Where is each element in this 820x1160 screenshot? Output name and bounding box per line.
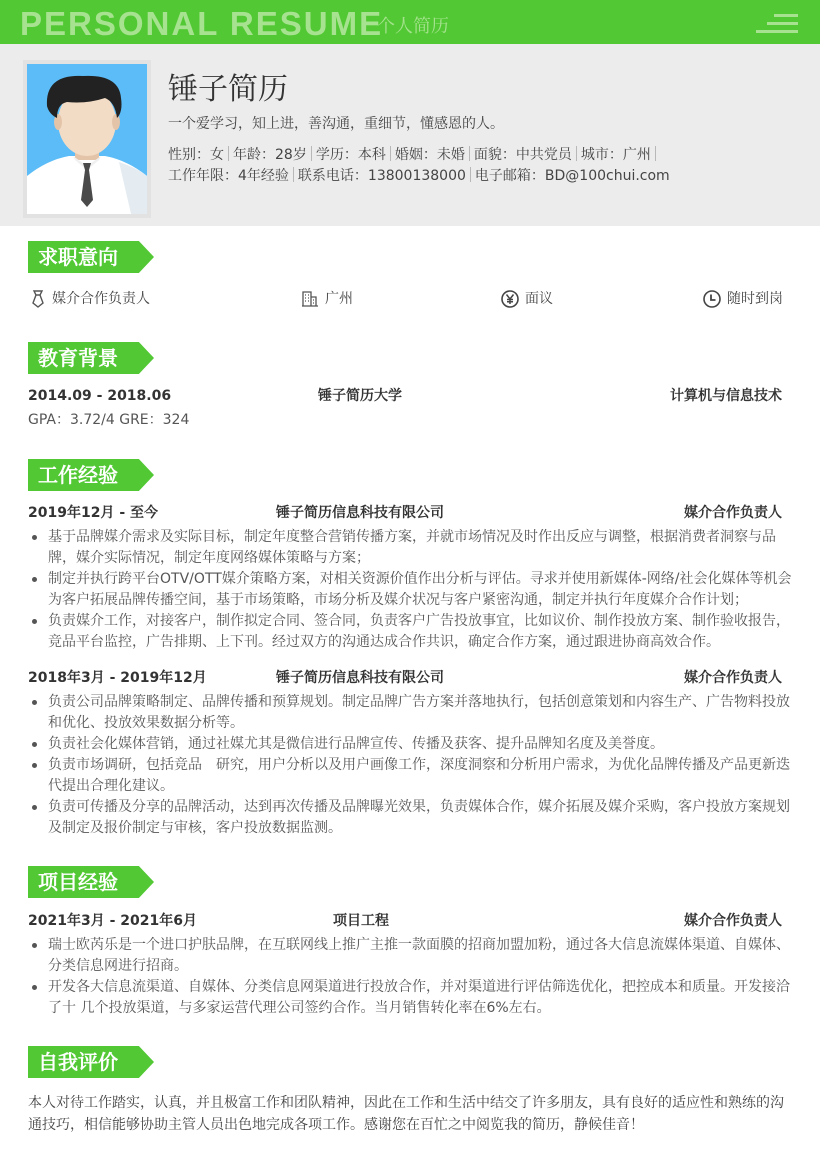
education-period: 2014.09 - 2018.06	[28, 388, 172, 404]
intent-position-label: 媒介合作负责人	[52, 291, 150, 307]
info-education: 学历：本科	[315, 147, 386, 163]
section-title-intent: 求职意向	[28, 241, 154, 273]
divider	[470, 167, 471, 182]
education-school: 锤子简历大学	[318, 388, 402, 404]
info-political: 面貌：中共党员	[473, 147, 572, 163]
intent-city	[301, 289, 353, 309]
section-title-project: 项目经验	[28, 866, 154, 898]
section-title-education: 教育背景	[28, 342, 154, 374]
info-marriage: 婚姻：未婚	[394, 147, 465, 163]
section-title-work: 工作经验	[28, 459, 154, 491]
intent-salary-label: 面议	[525, 291, 553, 307]
divider	[655, 146, 656, 161]
avatar	[27, 64, 147, 214]
list-item: 制定并执行跨平台OTV/OTT媒介策略方案，对相关资源价值作出分析与评估。寻求并使用新媒体-网络/社会化媒体等机会为客户拓展品牌传播空间，基于市场策略，市场分析及媒介状况与客户紧密沟通，制定并执行年度媒介合作计划；	[28, 569, 796, 611]
divider	[311, 146, 312, 161]
work-bullets-1	[28, 527, 796, 653]
list-item: 基于品牌媒介需求及实际目标，制定年度整合营销传播方案，并就市场情况及时作出反应与调整，根据消费者洞察与品牌，媒介实际情况，制定年度网络媒体策略与方案；	[28, 527, 796, 569]
hamburger-menu-icon[interactable]	[756, 14, 798, 34]
project-bullets	[28, 935, 796, 1019]
avatar-illustration-icon	[27, 64, 147, 214]
list-item: 负责社会化媒体营销，通过社媒尤其是微信进行品牌宣传、传播及获客、提升品牌知名度及美誉度。	[28, 734, 796, 755]
info-city: 城市：广州	[580, 147, 651, 163]
divider	[293, 167, 294, 182]
title-cn: 个人简历	[377, 16, 449, 37]
section-title-self: 自我评价	[28, 1046, 154, 1078]
title-en: PERSONAL RESUME	[20, 5, 384, 42]
info-line-2	[168, 166, 670, 186]
education-row	[28, 386, 792, 406]
info-line-1	[168, 145, 660, 165]
work-bullets-2	[28, 692, 796, 839]
divider	[469, 146, 470, 161]
work-period: 2019年12月 - 至今	[28, 505, 159, 521]
education-scores: GPA：3.72/4 GRE：324	[28, 412, 190, 428]
profile-panel	[0, 44, 820, 226]
work-row-2	[28, 668, 792, 688]
tie-icon	[30, 290, 46, 308]
building-icon	[301, 291, 319, 307]
intent-position	[30, 289, 150, 309]
motto: 一个爱学习，知上进，善沟通，重细节，懂感恩的人。	[168, 116, 504, 132]
intent-salary	[501, 289, 553, 309]
info-age: 年龄：28岁	[233, 147, 307, 163]
yen-icon	[501, 290, 519, 308]
divider	[576, 146, 577, 161]
intent-availability	[703, 289, 783, 309]
project-name: 项目工程	[333, 913, 389, 929]
education-major: 计算机与信息技术	[670, 388, 782, 404]
list-item: 负责市场调研，包括竞品 研究，用户分析以及用户画像工作，深度洞察和分析用户需求，为优化品牌传播及产品更新迭代提出合理化建议。	[28, 755, 796, 797]
info-years: 工作年限：4年经验	[168, 168, 289, 184]
project-row	[28, 911, 792, 931]
divider	[390, 146, 391, 161]
project-period: 2021年3月 - 2021年6月	[28, 913, 197, 929]
work-company: 锤子简历信息科技有限公司	[276, 505, 444, 521]
work-role: 媒介合作负责人	[684, 670, 782, 686]
info-gender: 性别：女	[168, 147, 224, 163]
candidate-name: 锤子简历	[168, 72, 288, 107]
list-item: 开发各大信息流渠道、自媒体、分类信息网渠道进行投放合作，并对渠道进行评估筛选优化，把控成本和质量。开发接洽了十 几个投放渠道，与多家运营代理公司签约合作。当月销售转化率在6%左右。	[28, 977, 796, 1019]
work-role: 媒介合作负责人	[684, 505, 782, 521]
divider	[228, 146, 229, 161]
intent-availability-label: 随时到岗	[727, 291, 783, 307]
clock-icon	[703, 290, 721, 308]
avatar-frame	[23, 60, 151, 218]
info-phone: 联系电话：13800138000	[297, 168, 466, 184]
top-banner	[0, 0, 820, 44]
list-item: 瑞士欧芮乐是一个进口护肤品牌，在互联网线上推广主推一款面膜的招商加盟加粉，通过各大信息流媒体渠道、自媒体、分类信息网进行招商。	[28, 935, 796, 977]
intent-city-label: 广州	[325, 291, 353, 307]
self-evaluation-text: 本人对待工作踏实，认真，并且极富工作和团队精神，因此在工作和生活中结交了许多朋友，具有良好的适应性和熟练的沟通技巧，相信能够协助主管人员出色地完成各项工作。感谢您在百忙之中阅览我的简历，静候佳音！	[28, 1095, 784, 1133]
project-role: 媒介合作负责人	[684, 913, 782, 929]
list-item: 负责可传播及分享的品牌活动，达到再次传播及品牌曝光效果，负责媒体合作，媒介拓展及媒介采购，客户投放方案规划及制定及报价制定与审核，客户投放数据监测。	[28, 797, 796, 839]
list-item: 负责媒介工作，对接客户，制作拟定合同、签合同，负责客户广告投放事宜，比如议价、制作投放方案、制作验收报告，竞品平台监控，广告排期、上下刊。经过双方的沟通达成合作共识，确定合作方案，通过跟进协商高效合作。	[28, 611, 796, 653]
info-email: 电子邮箱：BD@100chui.com	[474, 168, 670, 184]
work-row-1	[28, 503, 792, 523]
work-period: 2018年3月 - 2019年12月	[28, 670, 207, 686]
list-item: 负责公司品牌策略制定、品牌传播和预算规划。制定品牌广告方案并落地执行，包括创意策划和内容生产、广告物料投放和优化、投放效果数据分析等。	[28, 692, 796, 734]
work-company: 锤子简历信息科技有限公司	[276, 670, 444, 686]
